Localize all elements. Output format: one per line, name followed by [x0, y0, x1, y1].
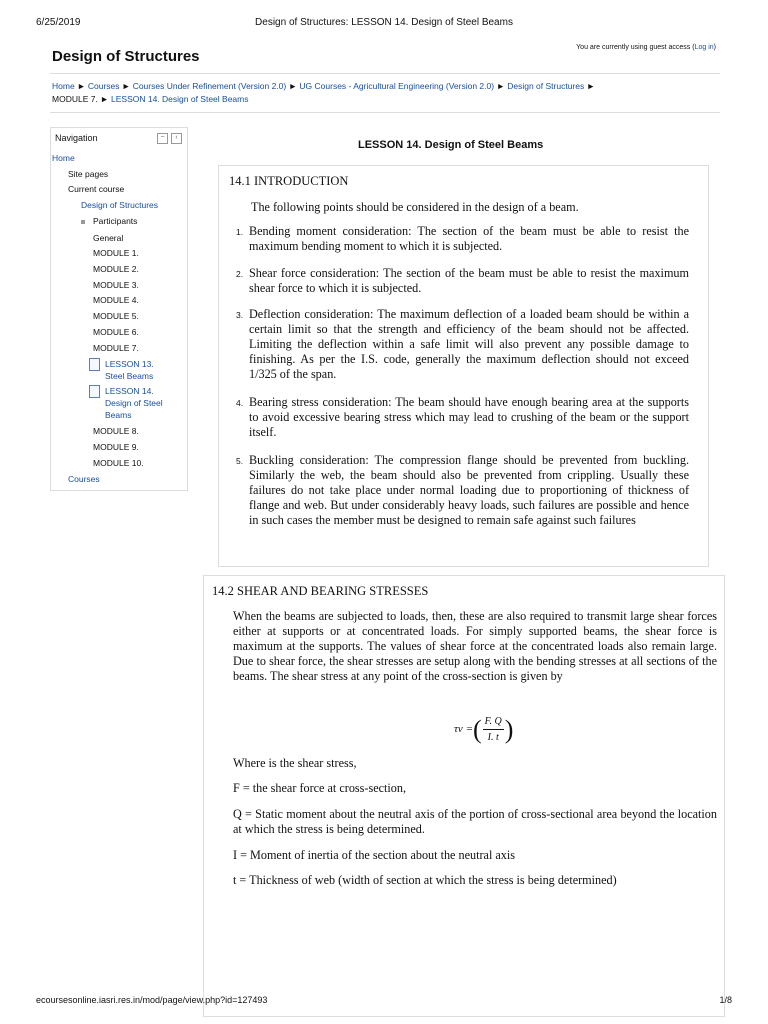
- page-url: ecoursesonline.iasri.res.in/mod/page/view.php?id=127493: [36, 995, 268, 1005]
- list-item: [236, 266, 689, 296]
- list-text: Deflection consideration: The maximum deflection of a loaded beam should be within a certain limit so that the strength and efficiency of the beam should not be affected. Limiting the deflection within a safe limit will also prevent any possible damage to finishing. As per the I.S. code, generally the maximum deflection should not exceed 1/325 of the span.: [249, 307, 689, 381]
- nav-course[interactable]: Design of Structures: [81, 200, 159, 210]
- nav-site-pages[interactable]: Site pages: [68, 169, 109, 179]
- nav-courses[interactable]: Courses: [68, 474, 100, 484]
- print-title: Design of Structures: LESSON 14. Design of Steel Beams: [255, 17, 513, 28]
- list-number: 3.: [236, 310, 244, 320]
- site-title[interactable]: Design of Structures: [52, 48, 200, 65]
- bullet-icon: [81, 220, 85, 224]
- list-number: 5.: [236, 456, 244, 466]
- nav-module-7[interactable]: MODULE 7.: [93, 343, 139, 353]
- formula-numerator: F. Q: [483, 714, 504, 730]
- intro-section: [218, 165, 709, 567]
- breadcrumb-separator: ►: [586, 81, 596, 91]
- navigation-header: Navigation: [55, 133, 98, 143]
- login-link[interactable]: Log in: [694, 44, 714, 51]
- formula-right-paren: ): [504, 714, 514, 744]
- intro-lead: The following points should be considered in the design of a beam.: [251, 200, 579, 214]
- breadcrumb-refinement[interactable]: Courses Under Refinement (Version 2.0): [132, 81, 287, 91]
- login-prefix: You are currently using guest access (: [576, 44, 695, 51]
- list-text: Bearing stress consideration: The beam should have enough bearing area at the supports to avoid excessive bearing stress which may lead to crushing of the beam or the support itself.: [249, 395, 689, 439]
- list-text: Bending moment consideration: The section of the beam must be able to resist the maximum bending moment to which it is subjected.: [249, 224, 689, 253]
- nav-module-4[interactable]: MODULE 4.: [93, 295, 139, 305]
- login-info: [576, 44, 716, 51]
- list-number: 1.: [236, 227, 244, 237]
- shear-heading: 14.2 SHEAR AND BEARING STRESSES: [212, 584, 429, 598]
- breadcrumb-lesson[interactable]: LESSON 14. Design of Steel Beams: [111, 94, 249, 104]
- breadcrumb-separator: ►: [121, 81, 131, 91]
- page-number: 1/8: [719, 995, 732, 1005]
- nav-current-course[interactable]: Current course: [68, 184, 125, 194]
- page-icon: [89, 358, 100, 371]
- shear-section: [203, 575, 725, 1017]
- breadcrumb-separator: ►: [288, 81, 298, 91]
- nav-module-10[interactable]: MODULE 10.: [93, 458, 144, 468]
- nav-general[interactable]: General: [93, 233, 124, 243]
- list-number: 2.: [236, 269, 244, 279]
- nav-module-9[interactable]: MODULE 9.: [93, 442, 139, 452]
- nav-module-6[interactable]: MODULE 6.: [93, 327, 139, 337]
- page-icon: [89, 385, 100, 398]
- list-item: [236, 307, 689, 382]
- breadcrumb-separator: ►: [100, 94, 109, 104]
- list-text: Shear force consideration: The section of the beam must be able to resist the maximum shear force to which it is subjected.: [249, 266, 689, 295]
- intro-heading: 14.1 INTRODUCTION: [229, 174, 349, 188]
- list-item: [236, 395, 689, 440]
- nav-module-8[interactable]: MODULE 8.: [93, 426, 139, 436]
- shear-paragraph: When the beams are subjected to loads, then, these are also required to transmit large shear forces either at supports or at concentrated loads. For simply supported beams, the shear force is maximum at the supports. The values of shear force at the concentrated loads also remain large. Due to shear force, the shear stresses are setup along with the bending stresses at all sections of the beams. The shear stress at any point of the cross-section is given by: [233, 609, 717, 683]
- nav-home[interactable]: Home: [52, 153, 75, 163]
- nav-module-5[interactable]: MODULE 5.: [93, 311, 139, 321]
- list-item: [236, 224, 689, 254]
- list-number: 4.: [236, 398, 244, 408]
- breadcrumb-separator: ►: [77, 81, 86, 91]
- formula-left-paren: (: [473, 714, 482, 744]
- nav-lesson-13-line2[interactable]: Steel Beams: [105, 371, 154, 381]
- breadcrumb-courses[interactable]: Courses: [87, 81, 120, 91]
- definition-line: Q = Static moment about the neutral axis of the portion of cross-sectional area beyond the location at which the stress is being determined.: [233, 807, 717, 836]
- list-text: Buckling consideration: The compression flange should be prevented from buckling. Similarly the web, the beam should also be prevented from crippling. Usually these failures do not take place under normal loading due to proportioning of thickness of flange and web. But under considerably heavy loads, such failures are possible and hence in such cases the member must be designed to remain safe against such failures: [249, 453, 689, 527]
- lesson-title: LESSON 14. Design of Steel Beams: [358, 139, 544, 151]
- nav-lesson-13-line1[interactable]: LESSON 13.: [105, 359, 154, 369]
- nav-lesson-14-line3[interactable]: Beams: [105, 410, 132, 420]
- breadcrumb-course[interactable]: Design of Structures: [507, 81, 585, 91]
- shear-stress-formula: [454, 714, 513, 745]
- print-date: 6/25/2019: [36, 17, 81, 28]
- breadcrumb-ug-courses[interactable]: UG Courses - Agricultural Engineering (Version 2.0): [299, 81, 495, 91]
- definition-line: Where is the shear stress,: [233, 756, 357, 770]
- collapse-icon[interactable]: −: [157, 133, 168, 144]
- dock-icon[interactable]: ‹: [171, 133, 182, 144]
- breadcrumb-separator: ►: [496, 81, 505, 91]
- nav-module-1[interactable]: MODULE 1.: [93, 248, 139, 258]
- breadcrumb: [50, 73, 720, 113]
- breadcrumb-home[interactable]: Home: [52, 81, 75, 91]
- list-item: [236, 453, 689, 528]
- nav-module-3[interactable]: MODULE 3.: [93, 280, 139, 290]
- formula-lhs: τv =: [454, 723, 473, 735]
- nav-participants[interactable]: Participants: [93, 216, 138, 226]
- navigation-block: [50, 127, 188, 491]
- breadcrumb-module: MODULE 7.: [52, 94, 98, 104]
- nav-module-2[interactable]: MODULE 2.: [93, 264, 139, 274]
- definition-line: F = the shear force at cross-section,: [233, 781, 407, 795]
- definition-line: t = Thickness of web (width of section at which the stress is being determined): [233, 873, 617, 887]
- formula-denominator: I. t: [487, 732, 499, 743]
- login-suffix: ): [713, 44, 716, 51]
- definition-line: I = Moment of inertia of the section about the neutral axis: [233, 848, 516, 862]
- nav-lesson-14-line2[interactable]: Design of Steel: [105, 398, 163, 408]
- formula-fraction: [483, 714, 504, 745]
- nav-lesson-14-line1[interactable]: LESSON 14.: [105, 386, 154, 396]
